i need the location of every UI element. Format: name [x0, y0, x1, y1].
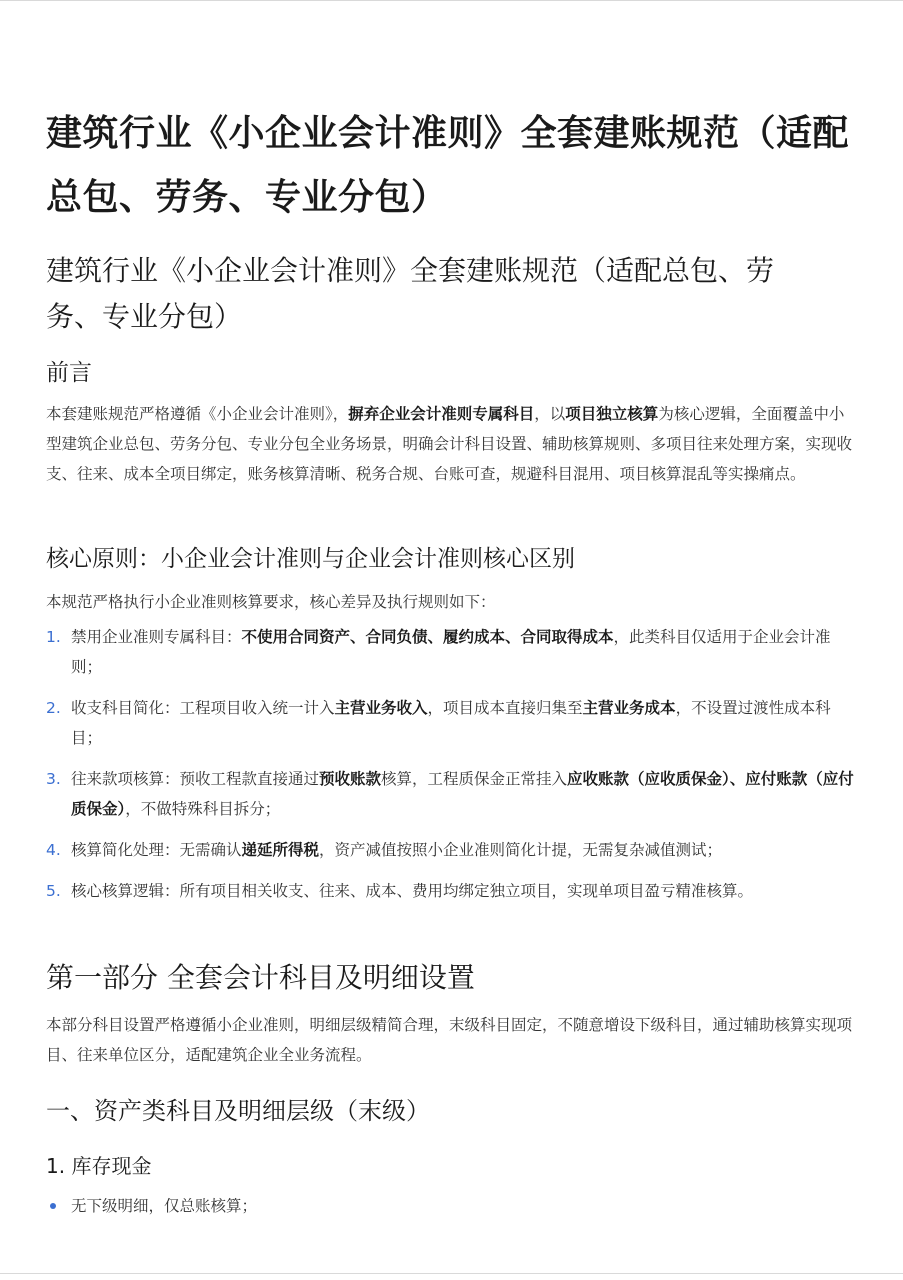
bottom-divider — [0, 1273, 903, 1274]
bullet-icon — [50, 1203, 56, 1209]
item-text: 无下级明细，仅总账核算； — [71, 1197, 258, 1215]
top-divider — [0, 0, 903, 1]
item-text: 核心核算逻辑：所有项目相关收支、往来、成本、费用均绑定独立项目，实现单项目盈亏精准核算。 — [71, 882, 754, 900]
item-text: ，此类科目仅适用于企业会计准则； — [71, 628, 831, 676]
list-item — [46, 835, 858, 865]
page-title: 建筑行业《小企业会计准则》全套建账规范（适配总包、劳务、专业分包） — [46, 113, 850, 218]
item-bold: 应收账款（应收质保金）、应付账款（应付质保金） — [71, 770, 854, 818]
list-item — [46, 876, 858, 906]
item-text: 收支科目简化：工程项目收入统一计入 — [71, 699, 335, 717]
item-text: 往来款项核算：预收工程款直接通过 — [71, 770, 320, 788]
part-one-intro: 本部分科目设置严格遵循小企业准则，明细层级精简合理，末级科目固定，不随意增设下级科目，通过辅助核算实现项目、往来单位区分，适配建筑企业全业务流程。 — [46, 1016, 853, 1064]
list-number: 3. — [46, 770, 61, 788]
document-subtitle: 建筑行业《小企业会计准则》全套建账规范（适配总包、劳务、专业分包） — [46, 254, 775, 333]
preface-text-2: ，以 — [534, 405, 566, 423]
item-bold: 递延所得税 — [241, 841, 320, 859]
list-number: 5. — [46, 882, 61, 900]
preface-bold-1: 摒弃企业会计准则专属科目 — [348, 405, 535, 423]
list-item — [46, 693, 858, 753]
item-bold: 预收账款 — [319, 770, 382, 788]
part-one-heading: 第一部分 全套会计科目及明细设置 — [46, 961, 475, 994]
preface-heading: 前言 — [46, 360, 92, 386]
core-rules-list — [46, 622, 858, 917]
core-principles-heading: 核心原则：小企业会计准则与企业会计准则核心区别 — [46, 546, 575, 572]
list-number: 1. — [46, 628, 61, 646]
item-text: 核算简化处理：无需确认 — [71, 841, 242, 859]
asset-accounts-heading: 一、资产类科目及明细层级（末级） — [46, 1097, 430, 1125]
cash-details-list — [46, 1191, 858, 1221]
item-text: 禁用企业准则专属科目： — [71, 628, 242, 646]
item-bold: 主营业务成本 — [582, 699, 676, 717]
item-text: ，资产减值按照小企业准则简化计提，无需复杂减值测试； — [319, 841, 723, 859]
core-principles-intro: 本规范严格执行小企业准则核算要求，核心差异及执行规则如下： — [46, 593, 496, 611]
cash-on-hand-heading: 1. 库存现金 — [46, 1154, 152, 1178]
list-item — [46, 764, 858, 824]
preface-paragraph — [46, 399, 858, 489]
item-bold: 不使用合同资产、合同负债、履约成本、合同取得成本 — [241, 628, 614, 646]
list-item — [46, 1191, 858, 1221]
item-text: 核算，工程质保金正常挂入 — [381, 770, 568, 788]
preface-text-3: 为核心逻辑，全面覆盖中小型建筑企业总包、劳务分包、专业分包全业务场景，明确会计科目设置、辅助核算规则、多项目往来处理方案，实现收支、往来、成本全项目绑定，账务核算清晰、税务合规、台账可查，规避科目混用、项目核算混乱等实操痛点。 — [46, 405, 853, 483]
list-item — [46, 622, 858, 682]
preface-text-1: 本套建账规范严格遵循《小企业会计准则》， — [46, 405, 349, 423]
item-text: ，不做特殊科目拆分； — [125, 800, 281, 818]
preface-bold-2: 项目独立核算 — [565, 405, 659, 423]
list-number: 4. — [46, 841, 61, 859]
item-bold: 主营业务收入 — [334, 699, 428, 717]
list-number: 2. — [46, 699, 61, 717]
item-text: ，项目成本直接归集至 — [427, 699, 583, 717]
item-text: ，不设置过渡性成本科目； — [71, 699, 831, 747]
